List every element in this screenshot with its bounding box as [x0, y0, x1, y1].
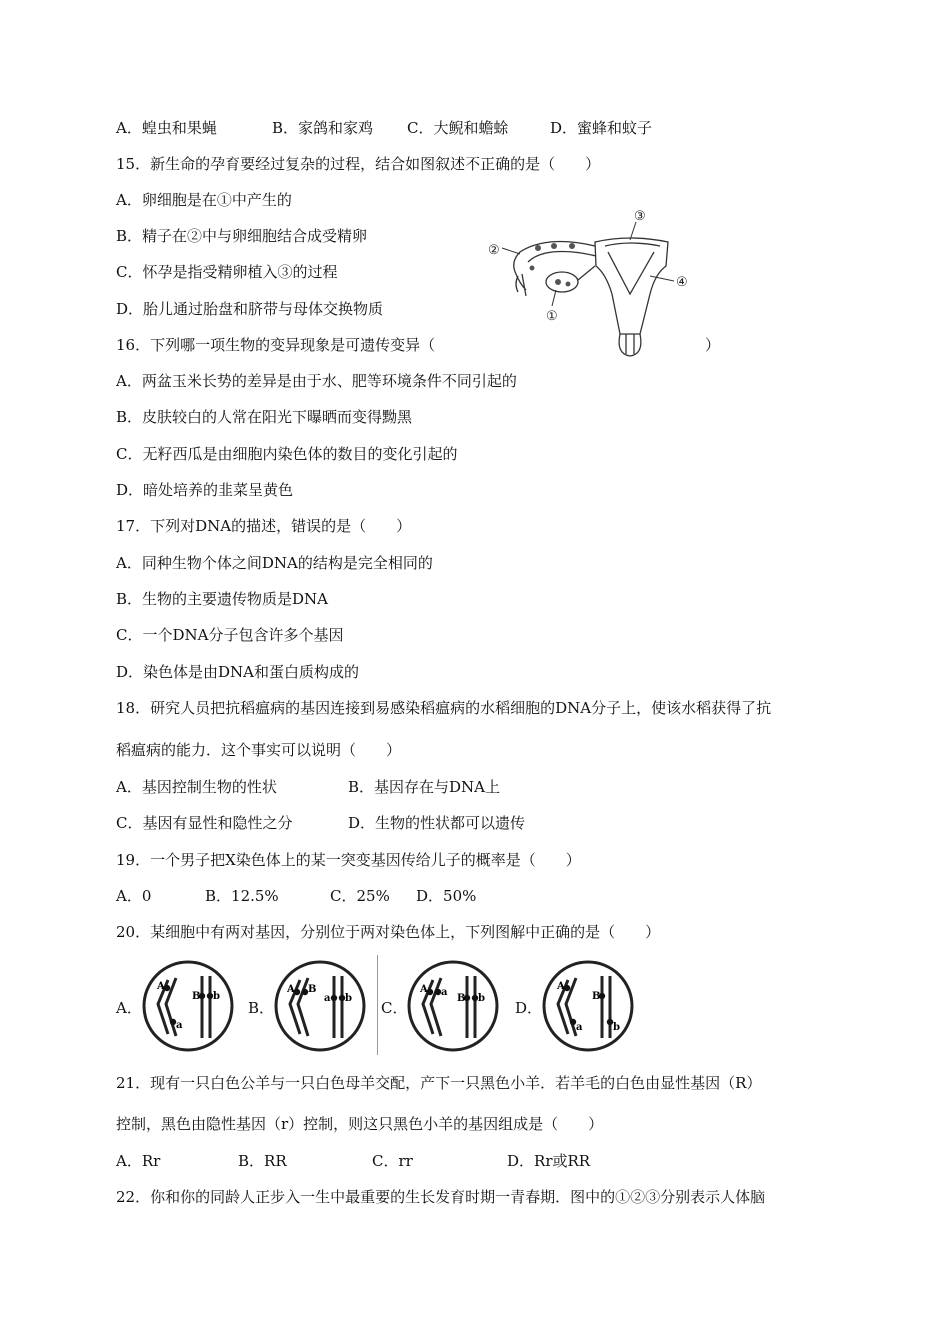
- fig-label-4: ④: [676, 275, 688, 290]
- gene-label: B: [457, 993, 466, 1004]
- gene-label: B: [308, 984, 317, 995]
- q19-stem: 19．一个男子把X染色体上的某一突变基因传给儿子的概率是（ ）: [116, 851, 581, 869]
- q21-stem-line2: 控制，黑色由隐性基因（r）控制，则这只黑色小羊的基因组成是（ ）: [116, 1115, 604, 1133]
- q21-option-b: B．RR: [238, 1152, 287, 1170]
- q17-option-d: D．染色体是由DNA和蛋白质构成的: [116, 663, 360, 681]
- gene-label: B: [592, 991, 601, 1002]
- gene-label: a: [176, 1020, 183, 1031]
- fig-label-1: ①: [546, 309, 558, 324]
- q18-stem-line2: 稻瘟病的能力．这个事实可以说明（ ）: [116, 741, 402, 759]
- q21-stem-line1: 21．现有一只白色公羊与一只白色母羊交配，产下一只黑色小羊．若羊毛的白色由显性基因（R）: [116, 1074, 762, 1092]
- q16-option-c: C．无籽西瓜是由细胞内染色体的数目的变化引起的: [116, 445, 458, 463]
- q20-option-b: B．: [248, 999, 275, 1017]
- gene-label: a: [324, 993, 331, 1004]
- q18-option-d: D．生物的性状都可以遗传: [348, 814, 526, 832]
- q21-option-a: A．Rr: [116, 1152, 161, 1170]
- q16-option-d: D．暗处培养的韭菜呈黄色: [116, 481, 294, 499]
- q18-stem-line1: 18．研究人员把抗稻瘟病的基因连接到易感染稻瘟病的水稻细胞的DNA分子上，使该水稻获得了抗: [116, 699, 772, 717]
- gene-label: A: [557, 981, 565, 992]
- q15-option-c: C．怀孕是指受精卵植入③的过程: [116, 263, 338, 281]
- q20-stem: 20．某细胞中有两对基因，分别位于两对染色体上，下列图解中正确的是（ ）: [116, 923, 661, 941]
- q20-option-a: A．: [116, 999, 142, 1017]
- fig-label-3: ③: [634, 209, 646, 224]
- q18-option-a: A．基因控制生物的性状: [116, 778, 277, 796]
- gene-label: b: [478, 993, 485, 1004]
- q19-option-c: C．25%: [330, 887, 390, 905]
- cell-diagram-a: [140, 958, 236, 1058]
- q20-option-d: D．: [515, 999, 543, 1017]
- q14-option-b: B．家鸽和家鸡: [272, 119, 374, 137]
- gene-label: b: [613, 1022, 620, 1033]
- q17-stem: 17．下列对DNA的描述，错误的是（ ）: [116, 517, 412, 535]
- gene-label: b: [213, 991, 220, 1002]
- q17-option-a: A．同种生物个体之间DNA的结构是完全相同的: [116, 554, 433, 572]
- gene-label: a: [441, 987, 448, 998]
- q18-option-c: C．基因有显性和隐性之分: [116, 814, 293, 832]
- q15-stem: 15．新生命的孕育要经过复杂的过程，结合如图叙述不正确的是（ ）: [116, 155, 601, 173]
- cell-diagram-c: [405, 958, 501, 1058]
- cell-diagram-b: [272, 958, 368, 1058]
- q17-option-b: B．生物的主要遗传物质是DNA: [116, 590, 329, 608]
- gene-label: B: [192, 991, 201, 1002]
- q19-option-d: D．50%: [416, 887, 477, 905]
- q20-option-c: C．: [381, 999, 408, 1017]
- q21-option-d: D．Rr或RR: [507, 1152, 591, 1170]
- q16-stem-close: ）: [705, 336, 721, 354]
- uterus-svg: [480, 204, 700, 360]
- figure-divider: [377, 955, 378, 1055]
- gene-label: A: [287, 984, 295, 995]
- q15-option-a: A．卵细胞是在①中产生的: [116, 191, 292, 209]
- q14-option-c: C．大鲵和蟾蜍: [407, 119, 509, 137]
- uterus-diagram: [480, 204, 700, 360]
- q16-stem: 16．下列哪一项生物的变异现象是可遗传变异（: [116, 336, 436, 354]
- cell-diagram-d: [540, 958, 636, 1058]
- gene-label: A: [420, 984, 428, 995]
- q16-option-a: A．两盆玉米长势的差异是由于水、肥等环境条件不同引起的: [116, 372, 517, 390]
- q17-option-c: C．一个DNA分子包含许多个基因: [116, 626, 344, 644]
- q15-option-d: D．胎儿通过胎盘和脐带与母体交换物质: [116, 300, 384, 318]
- q15-option-b: B．精子在②中与卵细胞结合成受精卵: [116, 227, 368, 245]
- q16-option-b: B．皮肤较白的人常在阳光下曝晒而变得黝黑: [116, 408, 413, 426]
- q14-option-d: D．蜜蜂和蚊子: [550, 119, 653, 137]
- q19-option-b: B．12.5%: [205, 887, 279, 905]
- fig-label-2: ②: [488, 243, 500, 258]
- q21-option-c: C．rr: [372, 1152, 413, 1170]
- q18-option-b: B．基因存在与DNA上: [348, 778, 501, 796]
- q14-option-a: A．蝗虫和果蝇: [116, 119, 217, 137]
- q19-option-a: A．0: [116, 887, 152, 905]
- q22-stem: 22．你和你的同龄人正步入一生中最重要的生长发育时期一青春期．图中的①②③分别表示人体脑: [116, 1188, 766, 1206]
- gene-label: b: [345, 993, 352, 1004]
- gene-label: a: [576, 1022, 583, 1033]
- gene-label: A: [157, 981, 165, 992]
